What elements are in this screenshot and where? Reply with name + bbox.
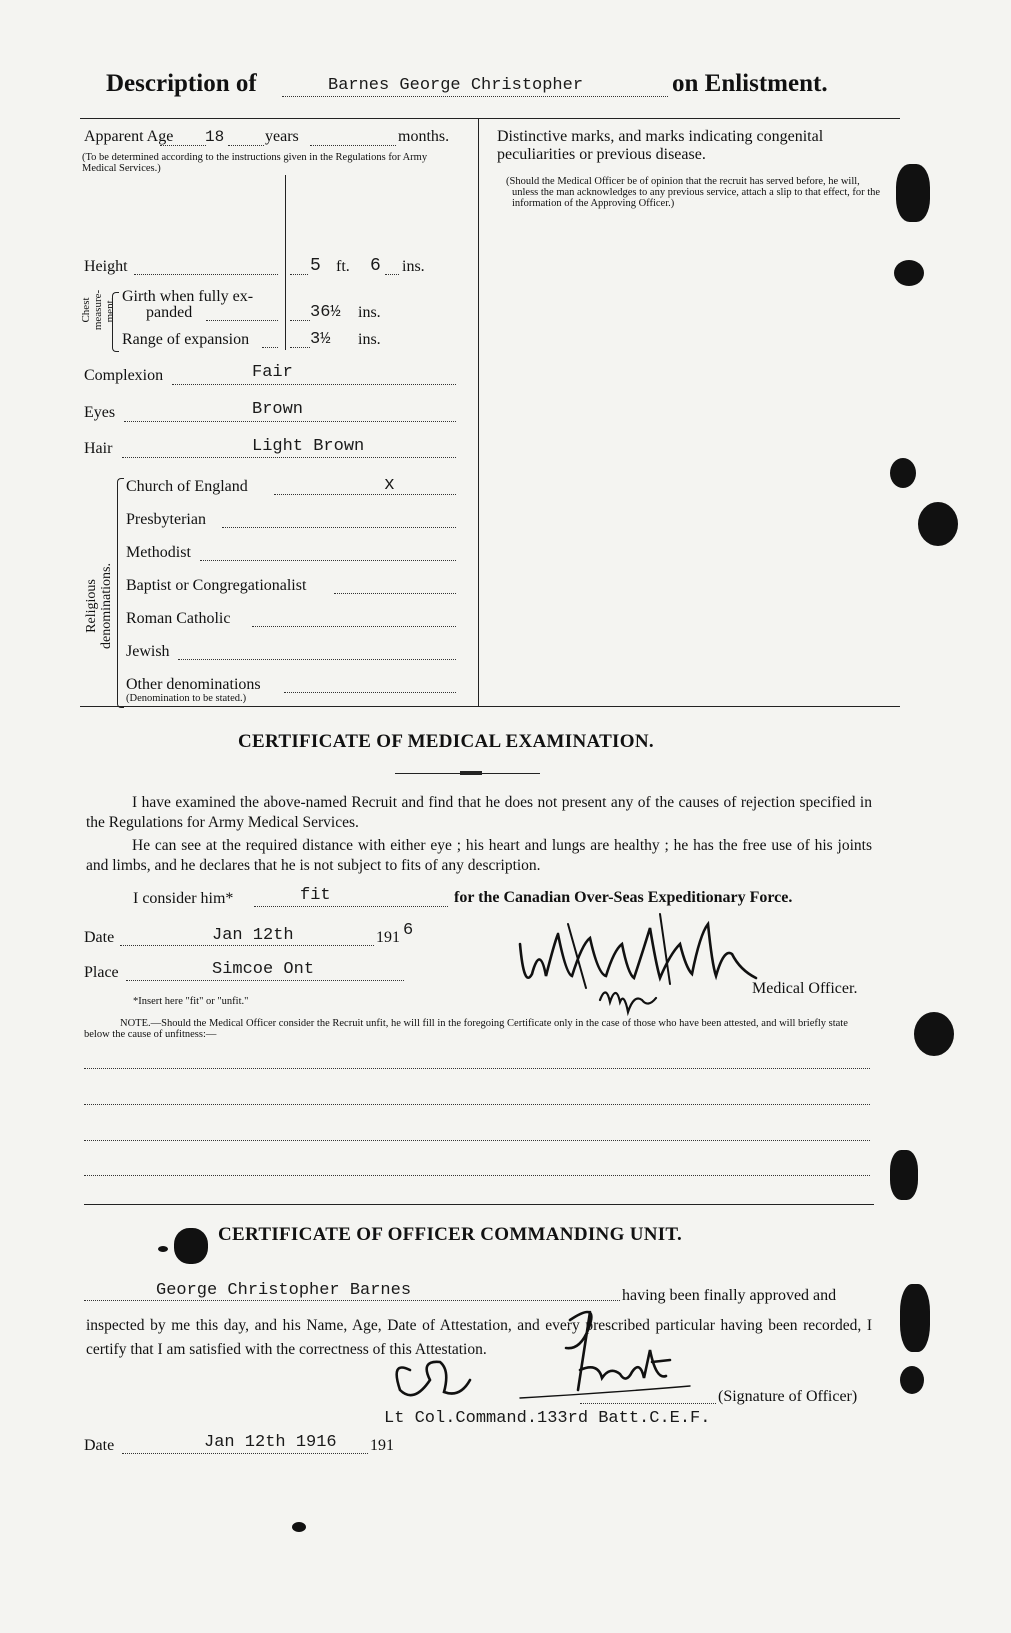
medical-year-digit: 6 — [403, 921, 414, 940]
binder-hole — [896, 164, 930, 222]
girth-dots — [206, 320, 278, 321]
unfitness-line-4 — [84, 1175, 870, 1176]
religion-row — [126, 511, 456, 531]
ink-blot — [158, 1246, 168, 1252]
inner-divider — [285, 175, 286, 350]
signature-of-officer-label: (Signature of Officer) — [718, 1388, 858, 1405]
medical-title-rule-mark — [460, 771, 482, 775]
complexion-value: Fair — [252, 363, 293, 382]
ink-blot — [174, 1228, 208, 1264]
religions-brace — [117, 478, 124, 708]
medical-date-dots — [120, 945, 374, 946]
binder-hole — [900, 1284, 930, 1352]
height-ft-value: 5 — [310, 256, 321, 276]
religions-label — [84, 536, 114, 676]
header-suffix: on Enlistment. — [672, 70, 828, 97]
religion-label: Baptist or Congregationalist — [126, 577, 307, 594]
range-dots-2 — [290, 347, 310, 348]
height-in-value: 6 — [370, 256, 381, 276]
religion-row — [126, 676, 456, 706]
girth-unit: ins. — [358, 304, 381, 321]
header-dotted-line — [282, 96, 668, 97]
medical-paragraph-2: He can see at the required distance with either eye ; his heart and lungs are healthy ; he has the free use of his joints and limbs, and he declares that he is not subject to fits of any description. — [86, 837, 872, 874]
religion-dots — [252, 626, 456, 627]
range-value: 3½ — [310, 330, 331, 349]
consider-label: I consider him* — [133, 890, 234, 907]
years-label: years — [265, 128, 299, 145]
consider-dots — [254, 906, 448, 907]
commanding-date-suffix: 191 — [370, 1437, 394, 1454]
religion-label: Other denominations — [126, 676, 261, 693]
religion-dots — [200, 560, 456, 561]
hair-label: Hair — [84, 440, 113, 457]
age-label: Apparent Age — [84, 128, 174, 145]
binder-hole — [918, 502, 958, 546]
medical-officer-signature — [510, 904, 770, 1024]
religion-dots — [334, 593, 456, 594]
top-rule — [80, 118, 900, 119]
religion-dots — [274, 494, 456, 495]
marks-note: (Should the Medical Officer be of opinion that the recruit has served before, he will, unless the man acknowledges to any previous service, attach a slip to that effect, for the information of the Approving Officer.) — [506, 176, 881, 209]
consider-suffix: for the Canadian Over-Seas Expeditionary Force. — [454, 889, 793, 906]
binder-hole — [890, 1150, 918, 1200]
commanding-date-value: Jan 12th 1916 — [204, 1433, 337, 1452]
religion-row — [126, 643, 456, 663]
medical-note: NOTE.—Should the Medical Officer consider the Recruit unfit, he will fill in the foregoing Certificate only in the case of those who have been attested, and will briefly state below the cause of unfitness:— — [84, 1018, 848, 1040]
ft-label: ft. — [336, 258, 350, 275]
religions-label-text: Religious denominations. — [84, 563, 114, 649]
commanding-date-dots — [122, 1453, 368, 1454]
medical-date-label: Date — [84, 929, 115, 946]
header-prefix: Description of — [106, 70, 257, 97]
ink-blot — [292, 1522, 306, 1532]
table-bottom-rule — [80, 706, 900, 707]
hair-dots — [122, 457, 456, 458]
commanding-text-1: having been finally approved and — [622, 1287, 837, 1304]
height-label: Height — [84, 258, 128, 275]
complexion-label: Complexion — [84, 367, 164, 384]
unfitness-line-1 — [84, 1068, 870, 1069]
medical-place-dots — [126, 980, 404, 981]
unfitness-line-2 — [84, 1104, 870, 1105]
eyes-label: Eyes — [84, 404, 116, 421]
religion-mark: x — [384, 475, 395, 495]
religion-row — [126, 610, 456, 630]
document-header — [106, 70, 886, 110]
eyes-value: Brown — [252, 400, 304, 419]
header-name: Barnes George Christopher — [328, 76, 584, 95]
commanding-date-label: Date — [84, 1437, 115, 1454]
medical-date-value: Jan 12th — [212, 926, 294, 945]
religion-row — [126, 577, 456, 597]
religion-label: Presbyterian — [126, 511, 206, 528]
commanding-text-2: inspected by me this day, and his Name, Age, Date of Attestation, and every prescribed particular having been recorded, I certify that I am satisfied with the correctness of this Attestation. — [86, 1317, 872, 1358]
medical-officer-label: Medical Officer. — [752, 980, 858, 997]
religion-row — [126, 475, 456, 498]
medical-paragraph-1: I have examined the above-named Recruit and find that he does not present any of the causes of rejection specified in the Regulations for Army Medical Services. — [86, 794, 872, 831]
range-label: Range of expansion — [122, 331, 250, 348]
medical-place-value: Simcoe Ont — [212, 960, 315, 979]
hair-value: Light Brown — [252, 437, 365, 456]
section-rule — [84, 1204, 874, 1205]
medical-title: CERTIFICATE OF MEDICAL EXAMINATION. — [238, 731, 654, 752]
consider-value: fit — [300, 886, 331, 905]
medical-place-label: Place — [84, 964, 119, 981]
religion-label: Church of England — [126, 478, 248, 495]
religion-label: Roman Catholic — [126, 610, 231, 627]
commanding-rank-value: Lt Col.Command.133rd Batt.C.E.F. — [384, 1409, 711, 1428]
height-dots-3 — [385, 274, 399, 275]
height-ins-label: ins. — [402, 258, 425, 275]
commanding-title: CERTIFICATE OF OFFICER COMMANDING UNIT. — [218, 1224, 683, 1245]
religion-dots — [222, 527, 456, 528]
medical-year-prefix: 191 — [376, 929, 400, 946]
chest-label-text: Chest measure-ment. — [80, 289, 116, 331]
commanding-officer-signature — [370, 1300, 700, 1410]
range-unit: ins. — [358, 331, 381, 348]
religion-row — [126, 544, 456, 564]
complexion-dots — [172, 384, 456, 385]
table-divider — [478, 118, 479, 706]
age-dots-3 — [310, 145, 396, 146]
denomination-note: (Denomination to be stated.) — [126, 693, 247, 704]
range-dots — [262, 347, 278, 348]
signature-dots — [580, 1403, 716, 1404]
commanding-name-value: George Christopher Barnes — [156, 1281, 412, 1300]
chest-brace — [112, 292, 119, 352]
religion-label: Methodist — [126, 544, 191, 561]
binder-hole — [890, 458, 916, 488]
months-label: months. — [398, 128, 450, 145]
age-dots-1 — [160, 145, 206, 146]
age-note: (To be determined according to the instructions given in the Regulations for Army Medical Services.) — [82, 152, 428, 174]
religion-dots — [178, 659, 456, 660]
age-dots-2 — [228, 145, 264, 146]
binder-hole — [894, 260, 924, 286]
unfitness-line-3 — [84, 1140, 870, 1141]
girth-dots-2 — [290, 320, 310, 321]
binder-hole — [900, 1366, 924, 1394]
girth-value: 36½ — [310, 303, 341, 322]
girth-label-line2: panded — [146, 304, 193, 321]
binder-hole — [914, 1012, 954, 1056]
age-value: 18 — [205, 128, 225, 146]
insert-note: *Insert here "fit" or "unfit." — [133, 996, 249, 1007]
religion-label: Jewish — [126, 643, 170, 660]
religion-dots — [284, 692, 456, 693]
girth-label-line1: Girth when fully ex- — [122, 288, 254, 305]
eyes-dots — [124, 421, 456, 422]
height-dots-2 — [290, 274, 308, 275]
marks-title: Distinctive marks, and marks indicating congenital peculiarities or previous disease. — [497, 128, 824, 163]
height-dots — [134, 274, 278, 275]
